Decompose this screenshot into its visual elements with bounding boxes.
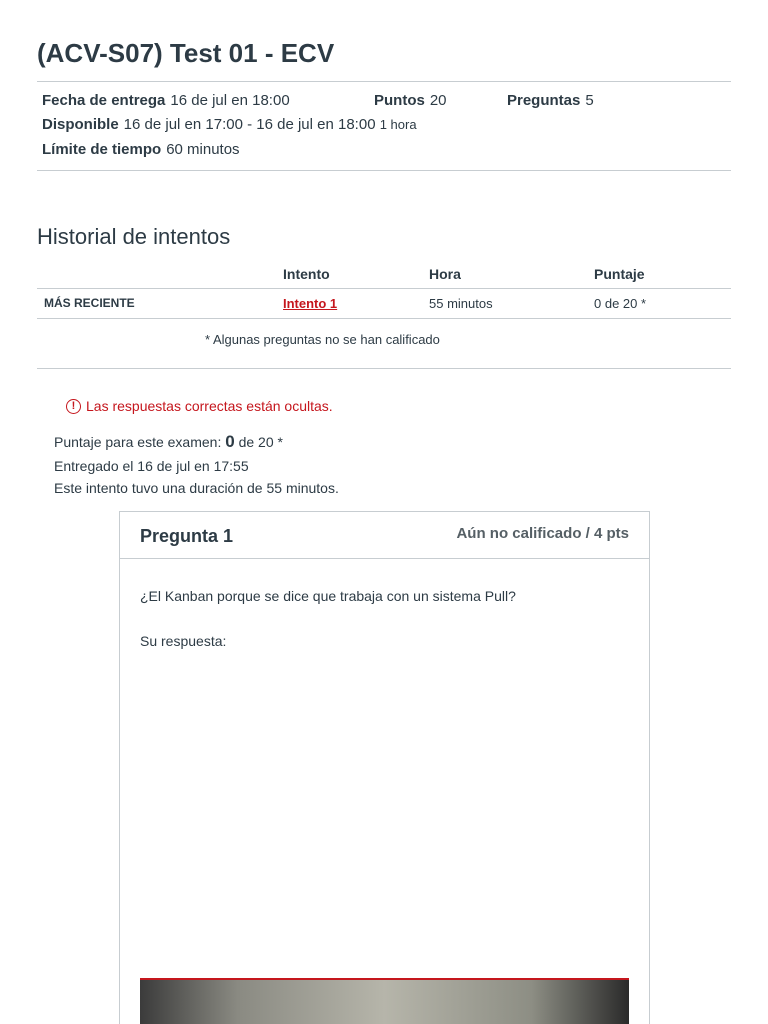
grading-note: * Algunas preguntas no se han calificado — [205, 332, 440, 347]
exclamation-circle-icon: ! — [66, 399, 81, 414]
column-header-attempt: Intento — [283, 266, 330, 282]
question-header — [120, 512, 649, 559]
points — [374, 92, 447, 109]
questions-label: Preguntas — [507, 92, 581, 109]
question-card — [119, 511, 650, 1024]
most-recent-tag: MÁS RECIENTE — [44, 296, 135, 310]
column-header-time: Hora — [429, 266, 461, 282]
hidden-answers-warning — [66, 398, 333, 414]
warning-text: Las respuestas correctas están ocultas. — [86, 398, 333, 414]
answer-label: Su respuesta: — [140, 633, 227, 649]
score-label: Puntaje para este examen: — [54, 434, 222, 450]
question-text: ¿El Kanban porque se dice que trabaja con un sistema Pull? — [140, 588, 516, 604]
question-points: Aún no calificado / 4 pts — [456, 525, 629, 542]
divider — [37, 170, 731, 171]
time-limit-label: Límite de tiempo — [42, 141, 162, 158]
attempt-duration: Este intento tuvo una duración de 55 minutos. — [54, 480, 339, 496]
table-divider — [37, 318, 731, 319]
questions-value: 5 — [585, 92, 594, 109]
table-divider — [37, 288, 731, 289]
points-value: 20 — [429, 92, 447, 109]
time-limit-value: 60 minutos — [166, 141, 240, 158]
points-label: Puntos — [374, 92, 425, 109]
due-label: Fecha de entrega — [42, 92, 166, 109]
exam-score — [54, 432, 283, 452]
submitted-date: Entregado el 16 de jul en 17:55 — [54, 458, 249, 474]
availability — [42, 116, 417, 133]
questions-count — [507, 92, 594, 109]
history-heading: Historial de intentos — [37, 224, 231, 249]
available-label: Disponible — [42, 116, 119, 133]
page-title: (ACV-S07) Test 01 - ECV — [37, 38, 335, 68]
attempt-score: 0 de 20 * — [594, 296, 647, 311]
answer-image — [140, 978, 629, 1024]
available-value: 16 de jul en 17:00 - 16 de jul en 18:00 — [123, 116, 376, 133]
available-duration: 1 hora — [379, 117, 417, 132]
due-date — [42, 92, 290, 109]
divider — [37, 368, 731, 369]
divider — [37, 81, 731, 82]
due-value: 16 de jul en 18:00 — [170, 92, 290, 109]
question-title: Pregunta 1 — [140, 526, 234, 546]
score-value: 0 — [225, 432, 235, 451]
score-suffix: de 20 * — [238, 434, 283, 450]
column-header-score: Puntaje — [594, 266, 645, 282]
attempt-link[interactable]: Intento 1 — [283, 296, 338, 311]
attempt-time: 55 minutos — [429, 296, 493, 311]
time-limit — [42, 141, 240, 158]
